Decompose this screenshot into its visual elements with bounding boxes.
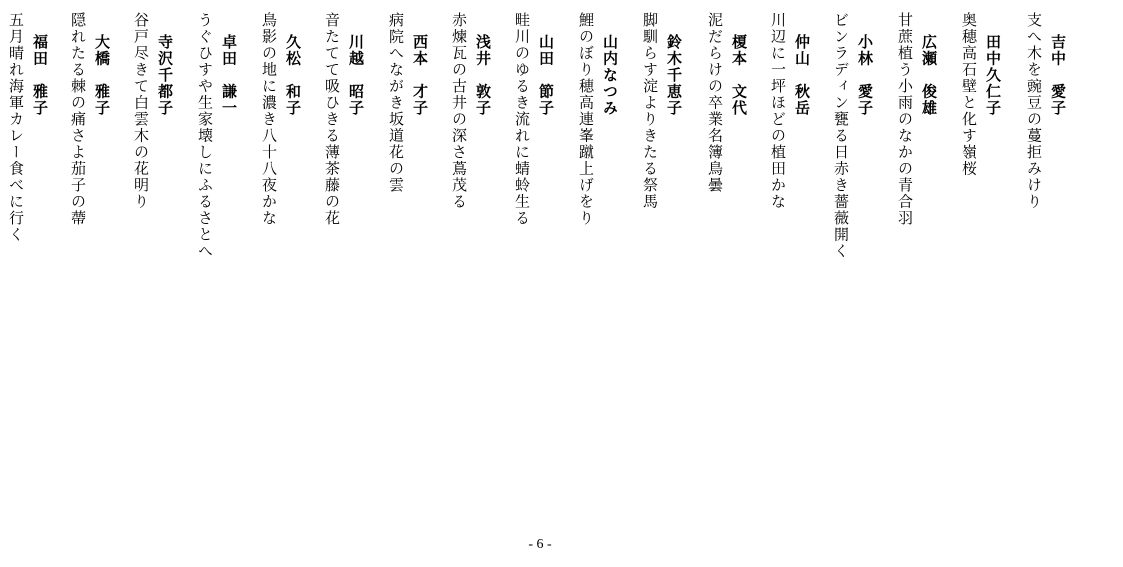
poem-verse: 谷戸尽きて白雲木の花明り	[132, 12, 150, 210]
poem-verse: うぐひすや生家壊しにふるさとへ	[196, 12, 214, 260]
poem-author: 榎本 文代	[730, 34, 748, 117]
poem-author: 山田 節子	[537, 34, 555, 117]
poem-verse: 甘蔗植う小雨のなかの青合羽	[896, 12, 914, 227]
poem-verse: 泥だらけの卒業名簿鳥曇	[706, 12, 724, 194]
poem-verse: 脚馴らす淀よりきたる祭馬	[641, 12, 659, 210]
poem-author: 広瀬 俊雄	[920, 34, 938, 117]
poem-author: 川越 昭子	[347, 34, 365, 117]
poem-verse: 奥穂高石壁と化す嶺桜	[960, 12, 978, 177]
poem-verse: 赤煉瓦の古井の深さ蔦茂る	[450, 12, 468, 210]
poem-author: 寺沢千都子	[156, 34, 174, 117]
poem-author: 福田 雅子	[31, 34, 49, 117]
poem-verse: 五月晴れ海軍カレー食べに行く	[7, 12, 25, 243]
poem-verse: 音たてて吸ひきる薄茶藤の花	[323, 12, 341, 227]
poem-verse: 川辺に一坪ほどの植田かな	[769, 12, 787, 210]
poem-author: 山内なつみ	[601, 34, 619, 117]
page-number: - 6 -	[528, 537, 552, 552]
poem-verse: 隠れたる棘の痛さよ茄子の蔕	[69, 12, 87, 227]
poem-author: 卓田 謙一	[220, 34, 238, 117]
poem-author: 鈴木千恵子	[665, 34, 683, 117]
poem-author: 小林 愛子	[856, 34, 874, 117]
poem-verse: 鳥影の地に濃き八十八夜かな	[260, 12, 278, 227]
poem-author: 田中久仁子	[984, 34, 1002, 117]
poem-author: 浅井 敦子	[474, 34, 492, 117]
poem-verse: 支へ木を豌豆の蔓拒みけり	[1025, 12, 1043, 210]
poem-author: 大橋 雅子	[93, 34, 111, 117]
poem-verse: 病院へながき坂道花の雲	[387, 12, 405, 194]
poem-author: 吉中 愛子	[1049, 34, 1067, 117]
poem-author: 仲山 秋岳	[793, 34, 811, 117]
poem-verse: ビンラディン甕る日赤き薔薇開く	[832, 12, 850, 260]
poem-verse: 鯉のぼり穂高連峯蹴上げをり	[577, 12, 595, 227]
poem-verse: 畦川のゆるき流れに蜻蛉生る	[513, 12, 531, 227]
poem-author: 久松 和子	[284, 34, 302, 117]
poem-author: 西本 才子	[411, 34, 429, 117]
